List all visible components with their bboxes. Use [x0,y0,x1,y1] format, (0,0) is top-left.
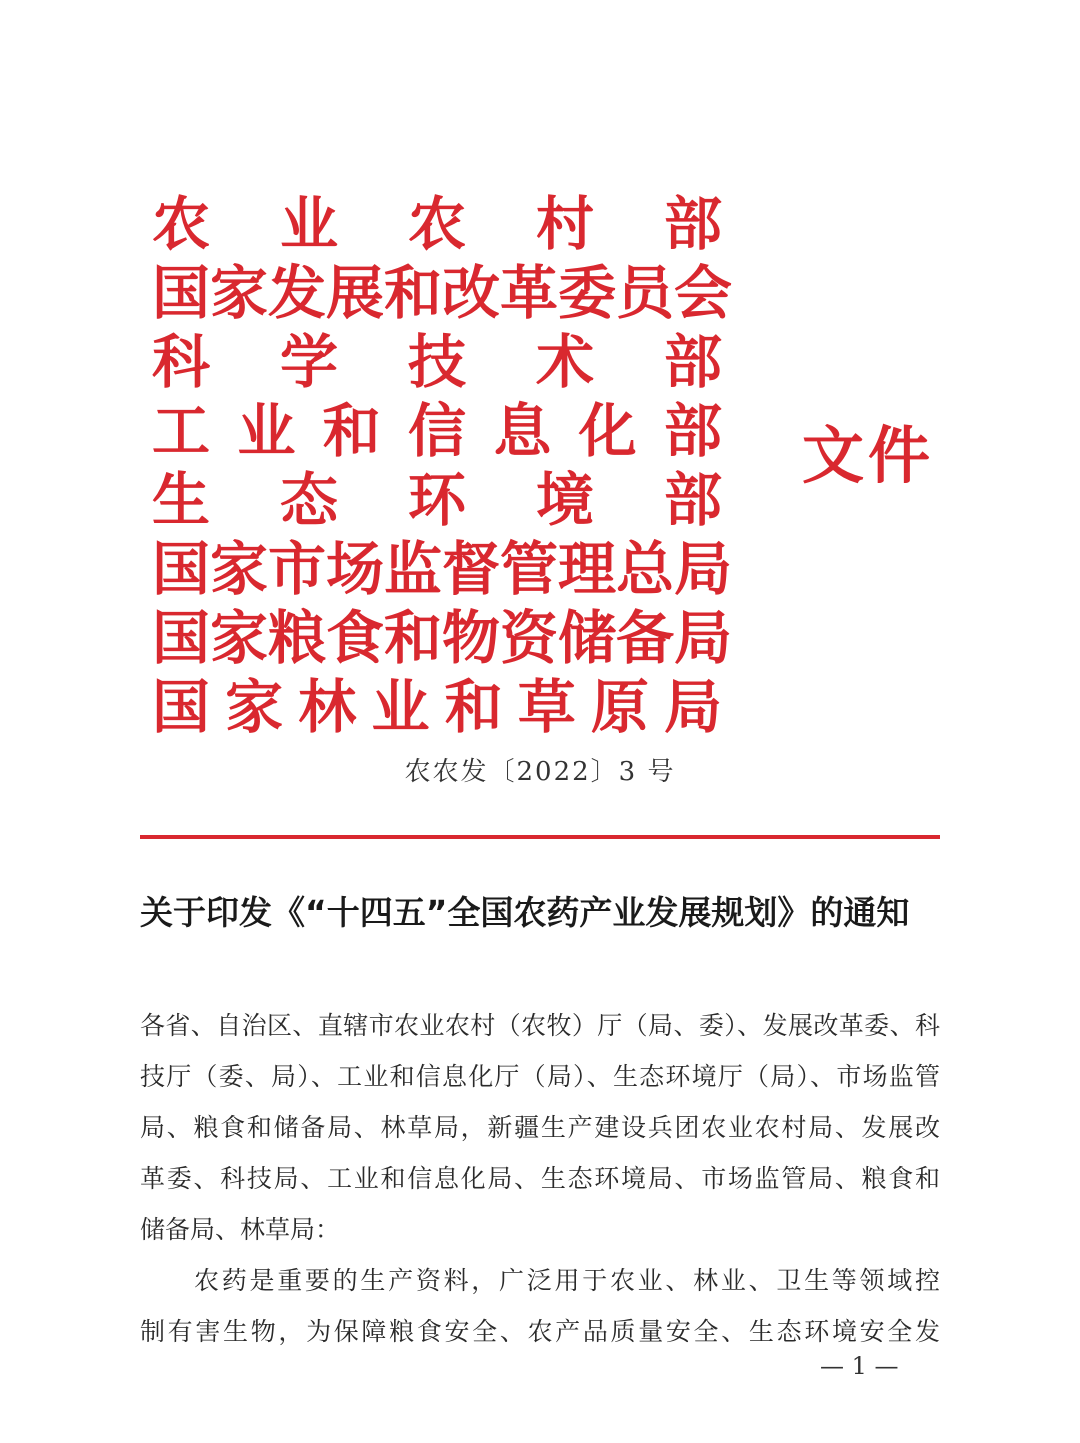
issuer-text: 局 [663,673,722,741]
body-line: 农药是重要的生产资料，广泛用于农业、林业、卫生等领域控 [194,1266,940,1295]
document-title: 关于印发《“十四五”全国农药产业发展规划》的通知 [140,893,910,932]
issuer-text: 环 [407,466,466,534]
issuer-text: 生 [152,466,211,534]
issuer-text: 林 [298,673,357,741]
issuer-text: 和 [444,673,503,741]
issuer-text: 国家发展和改革委员会 [152,259,733,327]
issuer-text: 原 [590,673,649,741]
issuing-authorities [152,190,733,742]
issuer-line [152,397,722,466]
issuer-text: 国 [152,673,211,741]
document-number: 农农发〔2022〕3 号 [404,757,676,787]
issuer-text: 村 [535,190,594,258]
body-text [140,1000,940,1357]
body-line: 储备局、林草局： [140,1215,341,1244]
document-suffix: 文件 [802,419,935,492]
issuer-text: 科 [152,328,211,396]
body-line: 革委、科技局、工业和信息化局、生态环境局、市场监管局、粮食和 [140,1164,940,1193]
page-number: — 1 — [820,1352,899,1380]
issuer-line [152,466,722,535]
issuer-line [152,190,722,259]
issuer-text: 草 [517,673,576,741]
issuer-line [152,259,733,328]
body-line: 制有害生物，为保障粮食安全、农产品质量安全、生态环境安全发 [140,1317,940,1346]
body-line: 技厅（委、局）、工业和信息化厅（局）、生态环境厅（局）、市场监管 [140,1062,940,1091]
issuer-text: 态 [279,466,338,534]
issuer-text: 部 [663,190,722,258]
issuer-text: 息 [493,397,552,465]
issuer-text: 家 [225,673,284,741]
body-line: 局、粮食和储备局、林草局，新疆生产建设兵团农业农村局、发展改 [140,1113,940,1142]
issuer-line [152,673,722,742]
issuer-text: 国家粮食和物资储备局 [152,604,733,672]
issuer-text: 部 [663,397,722,465]
issuer-line [152,604,733,673]
issuer-text: 部 [663,466,722,534]
body-line: 各省、自治区、直辖市农业农村（农牧）厅（局、委）、发展改革委、科 [140,1011,940,1040]
issuer-text: 工 [152,397,211,465]
issuer-text: 技 [407,328,466,396]
issuer-text: 部 [663,328,722,396]
issuer-text: 农 [407,190,466,258]
issuer-text: 学 [279,328,338,396]
issuer-text: 术 [535,328,594,396]
issuer-text: 业 [237,397,296,465]
issuer-text: 国家市场监督管理总局 [152,535,733,603]
issuer-text: 业 [371,673,430,741]
issuer-text: 和 [322,397,381,465]
red-divider-line [140,835,940,839]
issuer-text: 业 [279,190,338,258]
issuer-text: 境 [535,466,594,534]
issuer-line [152,535,733,604]
issuer-text: 农 [152,190,211,258]
issuer-line [152,328,722,397]
issuer-text: 信 [407,397,466,465]
issuer-text: 化 [578,397,637,465]
